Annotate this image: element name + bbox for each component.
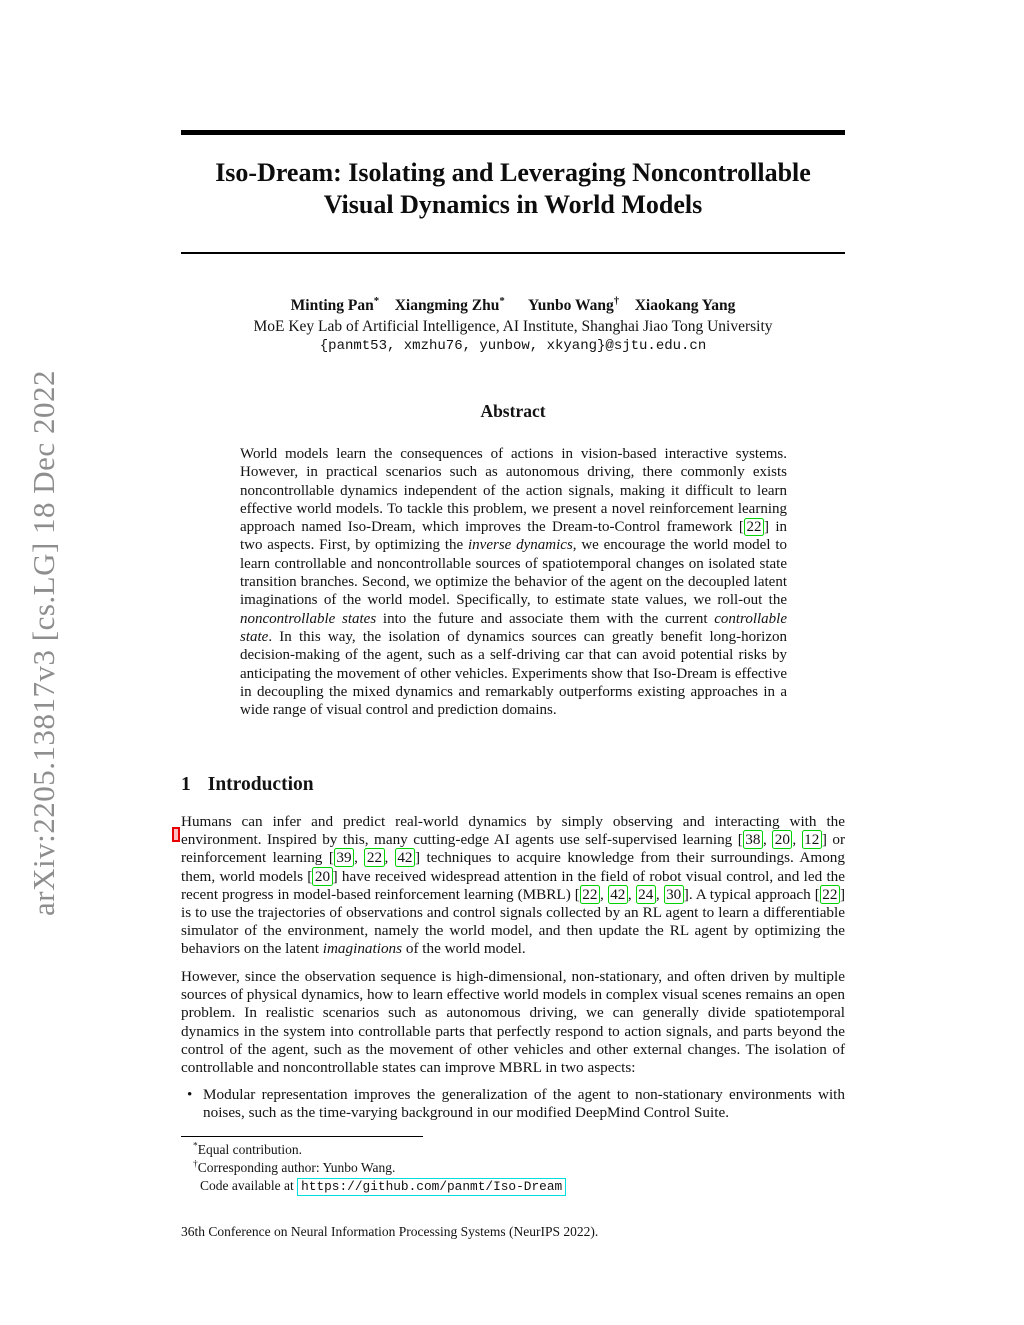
citation-link[interactable]: 20	[772, 830, 792, 849]
authors-line: Minting Pan* Xiangming Zhu* Yunbo Wang† Xiaokang Yang	[290, 294, 736, 314]
title-line-1: Iso-Dream: Isolating and Leveraging Noncontrollable	[215, 158, 811, 187]
paper-title	[181, 157, 845, 221]
citation-link[interactable]: 22	[580, 885, 600, 904]
citation-link[interactable]: 22	[364, 848, 384, 867]
intro-paragraph-2: However, since the observation sequence is high-dimensional, non-stationary, and often driven by multiple sources of physical dynamics, how to learn effective world models in complex visual scenes remains an open problem. In realistic scenarios such as autonomous driving, we can generally divide spatiotemporal dynamics in the system into controllable parts that perfectly respond to action signals, and parts beyond the control of the agent, such as the movement of other vehicles and other external changes. The isolation of controllable and noncontrollable states can improve MBRL in two aspects:	[181, 968, 845, 1077]
italic-text: controllable state	[240, 610, 788, 645]
conference-footer: 36th Conference on Neural Information Processing Systems (NeurIPS 2022).	[181, 1224, 599, 1239]
footnote-text: Corresponding author: Yunbo Wang.	[197, 1159, 396, 1175]
asterisk-mark: *	[193, 1141, 198, 1152]
section-number: 1	[181, 774, 191, 795]
affiliation: MoE Key Lab of Artificial Intelligence, AI Institute, Shanghai Jiao Tong University	[253, 318, 773, 335]
citation-link[interactable]: 22	[744, 518, 764, 536]
abstract-text: World models learn the consequences of actions in vision-based interactive systems. However, in practical scenarios such as autonomous driving, there commonly exists noncontrollable dynamics independent of the action signals, making it difficult to learn effective world models. To tackle this problem, we present a novel reinforcement learning approach named Iso-Dream, which improves the Dream-to-Control framework [ 22 ] in two aspects. First, by optimizing the inverse dynamics, we encourage the world model to learn controllable and noncontrollable sources of spatiotemporal changes on isolated state transition branches. Second, we optimize the behavior of the agent on the decoupled latent imaginations of the world model. Specifically, to estimate state values, we roll-out the noncontrollable states into the future and associate them with the current controllable state. In this way, the isolation of dynamics sources can greatly benefit long-horizon decision-making of the agent, such as a self-driving car that can avoid potential risks by anticipating the movement of other vehicles. Experiments show that Iso-Dream is effective in decoupling the mixed dynamics and remarkably outperforms existing approaches in a wide range of visual control and prediction domains.	[240, 446, 788, 719]
abstract-heading: Abstract	[480, 401, 546, 421]
superscript-mark: *	[499, 294, 505, 307]
footnote-equal-contribution	[181, 1141, 845, 1159]
code-repository-link[interactable]: https://github.com/panmt/Iso-Dream	[297, 1178, 566, 1196]
citation-link[interactable]: 22	[820, 885, 840, 904]
footnote-corresponding-author	[181, 1159, 845, 1177]
bullet-item	[181, 1086, 845, 1122]
bullet-text: Modular representation improves the generalization of the agent to non-stationary environments with noises, such as the time-varying background in our modified DeepMind Control Suite.	[203, 1086, 845, 1122]
citation-link[interactable]: 20	[312, 867, 332, 886]
dagger-mark: †	[193, 1159, 198, 1170]
citation-link[interactable]: 12	[802, 830, 822, 849]
section-heading-introduction	[181, 774, 845, 796]
footnotes	[181, 1141, 845, 1195]
footnote-rule	[181, 1136, 423, 1137]
arxiv-watermark: arXiv:2205.13817v3 [cs.LG] 18 Dec 2022	[26, 370, 61, 916]
title-rule-bottom	[181, 252, 845, 254]
footnote-code	[181, 1177, 845, 1196]
italic-text: imaginations	[322, 940, 403, 958]
author-emails: {panmt53, xmzhu76, yunbow, xkyang}@sjtu.edu.cn	[319, 338, 707, 354]
superscript-mark: †	[613, 294, 620, 307]
title-rule-top	[181, 130, 845, 135]
title-line-2: Visual Dynamics in World Models	[323, 190, 703, 219]
citation-link[interactable]: 38	[743, 830, 763, 849]
intro-paragraph-1: Humans can infer and predict real-world dynamics by simply observing and interacting with the environment. Inspired by this, many cutting-edge AI agents use self-supervised learning [ 38 , 20 , 12 ] or reinforcement learning [ 39 , 22 , 42 ] techniques to acquire knowledge from their surroundings. Among them, world models [ 20 ] have received widespread attention in the field of robot visual control, and led the recent progress in model-based reinforcement learning (MBRL) [ 22 , 42 , 24 , 30 ]. A typical approach [ 22 ] is to use the trajectories of observations and control signals collected by an RL agent to learn a differentiable simulator of the environment, namely the world model, and then update the RL agent by optimizing the behaviors on the latent imaginations of the world model.	[181, 813, 846, 958]
citation-link[interactable]: 24	[636, 885, 656, 904]
citation-link[interactable]: 42	[608, 885, 628, 904]
hyperref-anchor-mark	[172, 827, 180, 842]
footnote-text: Code available at	[200, 1177, 298, 1193]
citation-link[interactable]: 42	[395, 848, 415, 867]
bullet-icon: •	[187, 1086, 193, 1103]
italic-text: noncontrollable states	[240, 610, 377, 627]
citation-link[interactable]: 30	[664, 885, 684, 904]
italic-text: inverse dynamics	[468, 537, 573, 554]
footnote-text: Equal contribution.	[197, 1142, 302, 1157]
citation-link[interactable]: 39	[334, 848, 354, 867]
section-title: Introduction	[207, 774, 314, 795]
superscript-mark: *	[373, 294, 380, 307]
